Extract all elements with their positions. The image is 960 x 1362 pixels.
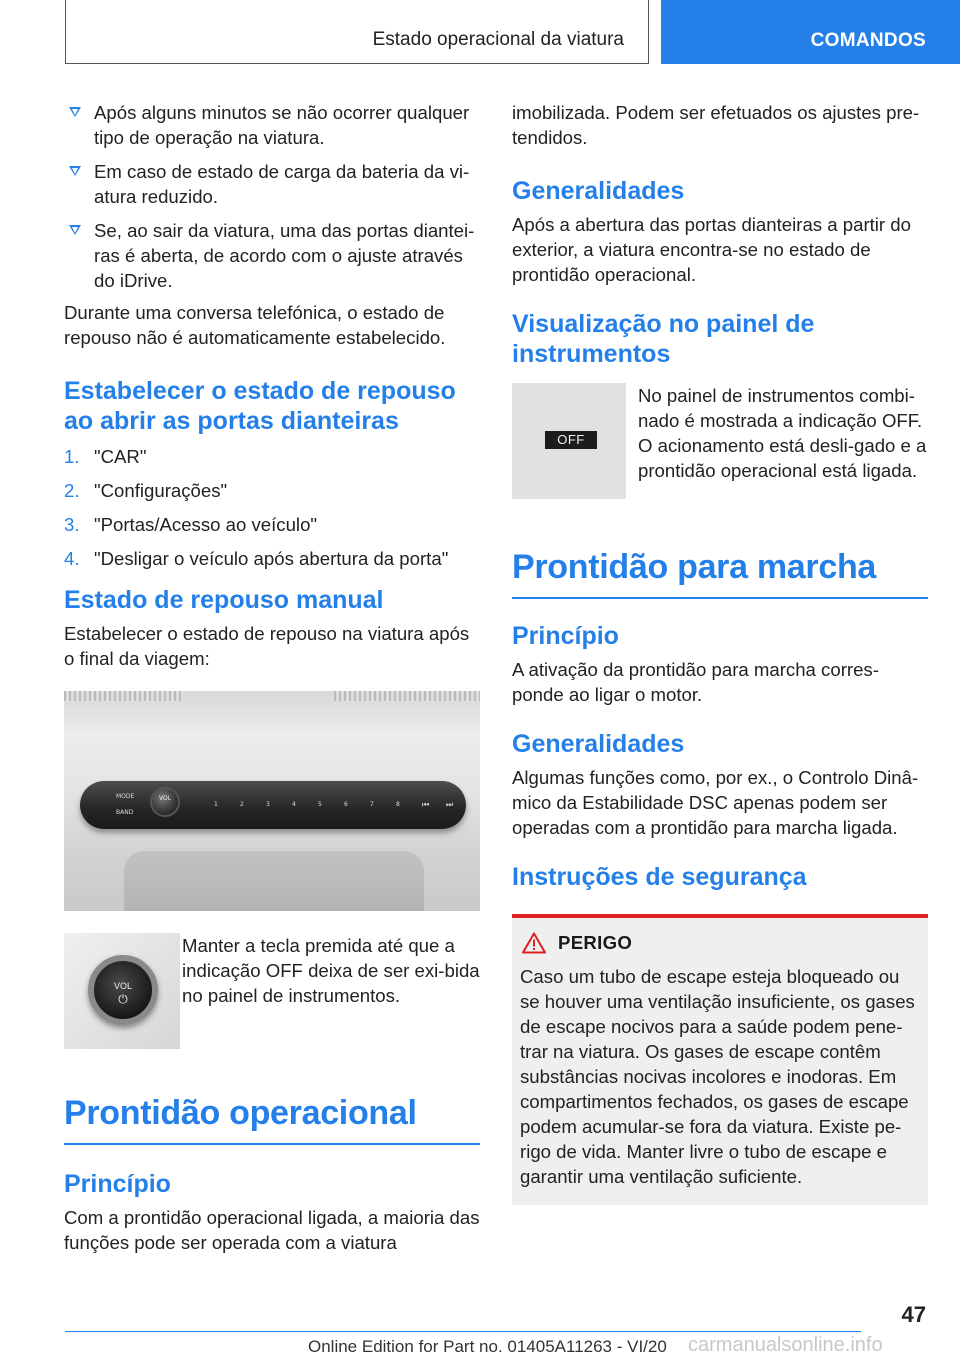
footer-watermark[interactable]: carmanualsonline.info (688, 1334, 883, 1356)
danger-warning-box (512, 914, 928, 1205)
preset-button-label: 5 (318, 801, 322, 808)
air-vent (334, 691, 480, 701)
heading-rule (512, 597, 928, 599)
bullet-list (64, 100, 480, 293)
list-item: 1. "CAR" (64, 446, 147, 467)
band-button-label: BAND (116, 809, 134, 816)
preset-button-label: 1 (214, 801, 218, 808)
power-knob-icon (88, 955, 158, 1025)
air-vent (64, 691, 184, 701)
heading-safety-instructions: Instruções de segurança (512, 862, 807, 891)
heading-operational-readiness: Prontidão operacional (64, 1094, 417, 1132)
triangle-bullet-icon (69, 225, 81, 235)
heading-principle: Princípio (512, 621, 619, 650)
heading-instrument-display: Visualização no painel de instrumentos (512, 310, 815, 368)
audio-control-panel (80, 781, 466, 829)
heading-rest-state-doors: Estabelecer o estado de repouso ao abrir as portas dianteiras (64, 377, 456, 435)
list-item: Se, ao sair da viatura, uma das portas diantei-ras é aberta, de acordo com o ajuste através do iDrive. (64, 218, 480, 293)
warning-triangle-icon (522, 932, 546, 954)
heading-rule (64, 1143, 480, 1145)
list-item: Após alguns minutos se não ocorrer qualquer tipo de operação na viatura. (64, 100, 480, 150)
list-item: 3. "Portas/Acesso ao veículo" (64, 514, 318, 535)
paragraph-general-drive: Algumas funções como, por ex., o Controlo Dinâ-mico da Estabilidade DSC apenas podem ser operadas com a prontidão para marcha ligada. (512, 766, 919, 838)
heading-general: Generalidades (512, 177, 685, 205)
knob-vol-text: VOL (113, 981, 132, 991)
warning-text: Caso um tubo de escape esteja bloqueado ou se houver uma ventilação insuficiente, os gases de escape nocivos para a saúde podem pene-trar na viatura. Os gases de escape contêm substâncias nocivas incolores e inodoras. Em compartimentos fechados, os gases de escape podem acumular-se fora da viatura. Existe pe-rigo de vida. Manter livre o tubo de escape e garantir uma ventilação suficiente. (520, 965, 915, 1187)
power-icon: ⏻ (118, 992, 128, 1006)
paragraph-principle-operational: Com a prontidão operacional ligada, a maioria das funções pode ser operada com a viatura (64, 1206, 480, 1253)
triangle-bullet-icon (69, 166, 81, 176)
heading-principle: Princípio (64, 1169, 171, 1198)
list-item: 4. "Desligar o veículo após abertura da porta" (64, 548, 449, 569)
paragraph-continued: imobilizada. Podem ser efetuados os ajustes pre-tendidos. (512, 102, 920, 148)
preset-button-label: 4 (292, 801, 296, 808)
off-indicator: OFF (545, 431, 597, 449)
next-track-icon: ⏭ (446, 800, 454, 809)
right-column (512, 100, 928, 1205)
warning-header (520, 932, 920, 954)
instrument-cluster-photo (512, 383, 626, 499)
power-knob-photo (64, 933, 180, 1049)
header-chapter-tab[interactable] (661, 0, 960, 64)
warning-label: PERIGO (558, 931, 633, 953)
paragraph-principle-drive: A ativação da prontidão para marcha corres-ponde ao ligar o motor. (512, 658, 879, 705)
preset-button-label: 3 (266, 801, 270, 808)
header-section-box (65, 0, 649, 64)
dashboard-photo (64, 691, 480, 911)
triangle-bullet-icon (69, 107, 81, 117)
heading-general: Generalidades (512, 729, 685, 758)
paragraph-general: Após a abertura das portas dianteiras a partir do exterior, a viatura encontra-se no estado de prontidão operacional. (512, 214, 911, 285)
page-number: 47 (901, 1302, 926, 1327)
preset-button-label: 8 (396, 801, 400, 808)
volume-knob-icon (150, 787, 180, 817)
center-console (124, 851, 424, 911)
knob-illustration-row (64, 933, 480, 1049)
list-item: Em caso de estado de carga da bateria da vi-atura reduzido. (64, 159, 480, 209)
paragraph-instrument-display: No painel de instrumentos combi-nado é mostrada a indicação OFF. O acionamento está desli-gado e a prontidão operacional está ligada. (638, 385, 927, 481)
instrument-display-row (512, 383, 928, 499)
preset-button-label: 6 (344, 801, 348, 808)
paragraph-hold-button: Manter a tecla premida até que a indicação OFF deixa de ser exi-bida no painel de instrumentos. (182, 935, 480, 1006)
footer-rule (65, 1331, 861, 1332)
header-section-title: Estado operacional da viatura (372, 29, 624, 50)
footer-edition: Online Edition for Part no. 01405A11263 - VI/20 (308, 1337, 667, 1356)
preset-button-label: 7 (370, 801, 374, 808)
preset-button-label: 2 (240, 801, 244, 808)
paragraph-manual-rest: Estabelecer o estado de repouso na viatura após o final da viagem: (64, 623, 470, 669)
steps-list (64, 444, 480, 571)
mode-button-label: MODE (116, 793, 135, 800)
paragraph-phone-call: Durante uma conversa telefónica, o estado de repouso não é automaticamente estabelecido. (64, 302, 446, 348)
previous-track-icon: ⏮ (422, 800, 430, 809)
heading-manual-rest-state: Estado de repouso manual (64, 586, 384, 614)
list-item: 2. "Configurações" (64, 480, 228, 501)
knob-vol-label: VOL (159, 795, 172, 802)
header-chapter-title: COMANDOS (810, 30, 926, 51)
left-column (64, 100, 480, 1255)
heading-drive-readiness: Prontidão para marcha (512, 548, 877, 586)
